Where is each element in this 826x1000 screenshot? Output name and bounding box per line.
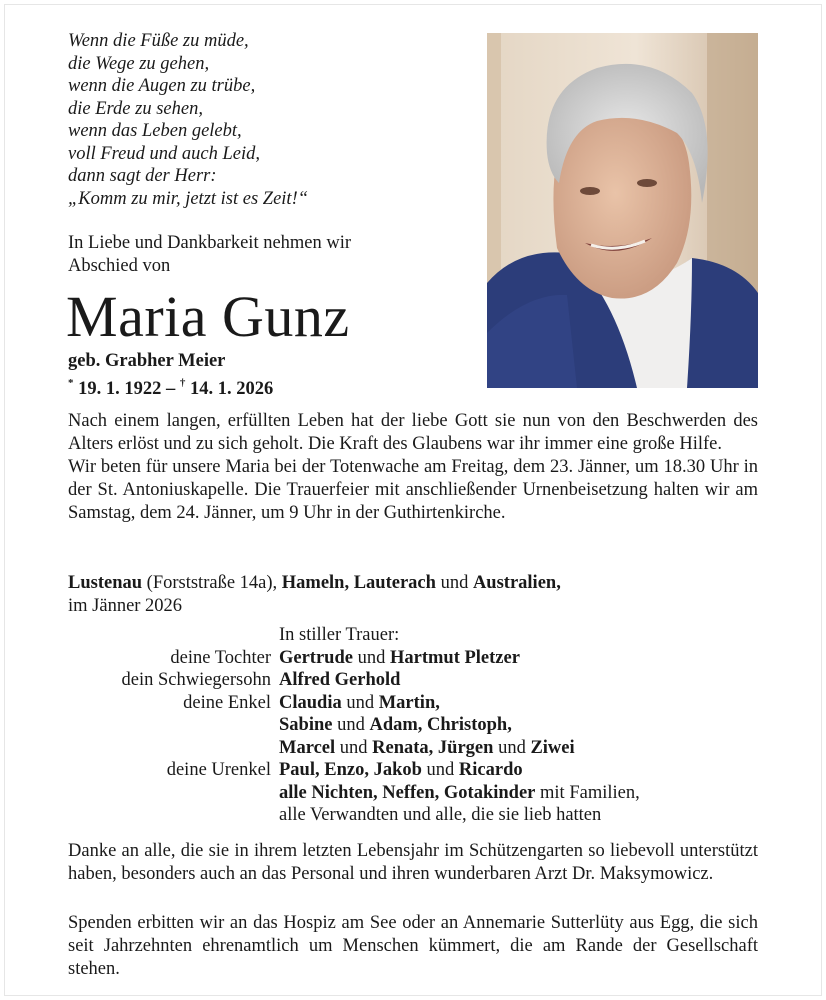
mourner-name: alle Nichten, Neffen, Gotakinder bbox=[279, 782, 536, 803]
poem-line: voll Freud und auch Leid, bbox=[68, 143, 260, 164]
relation-label bbox=[68, 804, 279, 827]
poem-line: dann sagt der Herr: bbox=[68, 166, 217, 186]
connector-text: und bbox=[341, 692, 379, 713]
poem-line: die Wege zu gehen, bbox=[68, 53, 210, 74]
relation-label: dein Schwiegersohn bbox=[121, 670, 271, 690]
relation-label: deine Urenkel bbox=[166, 760, 271, 780]
poem-line: die Erde zu sehen, bbox=[68, 98, 203, 119]
intro-text bbox=[68, 232, 468, 278]
place-and-date bbox=[68, 572, 758, 618]
mourner-row bbox=[68, 669, 768, 692]
death-date: 14. 1. 2026 bbox=[190, 379, 274, 399]
connector-text: und bbox=[335, 737, 373, 758]
places-line bbox=[68, 572, 758, 595]
connector-text: und bbox=[332, 715, 370, 735]
intro-line: Abschied von bbox=[68, 256, 171, 276]
connector-text: und bbox=[421, 760, 459, 780]
relation-label bbox=[68, 737, 279, 760]
connector-text: und bbox=[493, 737, 531, 758]
mourner-names bbox=[279, 759, 768, 782]
mourner-names bbox=[279, 804, 768, 827]
mourner-name: Hartmut Pletzer bbox=[389, 647, 520, 668]
thanks-text: Danke an alle, die sie in ihrem letzten Lebensjahr im Schützengarten so liebevoll unterstützt haben, besonders auch an das Personal und ihren wunderbaren Arzt Dr. Maksymowicz. bbox=[68, 841, 758, 884]
place: Hameln, Lauterach bbox=[281, 573, 436, 593]
connector-text: alle Verwandten und alle, die sie lieb hatten bbox=[279, 805, 602, 825]
relation-label bbox=[68, 714, 279, 737]
mourner-name: Sabine bbox=[279, 715, 333, 735]
mourner-names bbox=[279, 647, 768, 670]
mourner-row bbox=[68, 692, 768, 715]
relation-label bbox=[68, 782, 279, 805]
mourner-names bbox=[279, 714, 768, 737]
donations-text: Spenden erbitten wir an das Hospiz am See oder an Annemarie Sutterlüty aus Egg, die sich seit Jahrzehnten ehrenamtlich um Menschen kümmert, die am Rande der Gesellschaft stehen. bbox=[68, 913, 758, 979]
conjunction: und bbox=[435, 573, 473, 593]
mourner-row bbox=[68, 782, 768, 805]
mourner-names bbox=[279, 692, 768, 715]
intro-line: In Liebe und Dankbarkeit nehmen wir bbox=[68, 233, 352, 253]
mourners-header-row bbox=[68, 624, 768, 647]
place: Australien, bbox=[472, 573, 561, 593]
main-text bbox=[68, 410, 758, 525]
mourner-name: Renata, Jürgen bbox=[372, 737, 494, 758]
date-line: im Jänner 2026 bbox=[68, 596, 183, 616]
poem-line: wenn die Augen zu trübe, bbox=[68, 76, 256, 96]
connector-text: mit Familien, bbox=[535, 782, 640, 803]
born-mark: * bbox=[68, 377, 74, 389]
mourner-row bbox=[68, 714, 768, 737]
mourner-row bbox=[68, 804, 768, 827]
date-separator: – bbox=[161, 379, 180, 399]
place-note: (Forststraße 14a), bbox=[142, 573, 282, 593]
mourner-row bbox=[68, 759, 768, 782]
mourner-name: Ziwei bbox=[530, 737, 575, 758]
mourner-name: Gertrude bbox=[279, 647, 353, 668]
mourner-name: Adam, Christoph, bbox=[369, 715, 512, 735]
birth-name: geb. Grabher Meier bbox=[68, 351, 226, 371]
mourner-name: Ricardo bbox=[458, 760, 523, 780]
mourner-name: Paul, Enzo, Jakob bbox=[279, 760, 422, 780]
poem bbox=[68, 30, 468, 210]
relation-label: deine Tochter bbox=[170, 647, 271, 668]
mourner-names bbox=[279, 782, 768, 805]
mourner-name: Alfred Gerhold bbox=[279, 670, 401, 690]
mourner-row bbox=[68, 737, 768, 760]
poem-line: wenn das Leben gelebt, bbox=[68, 121, 242, 141]
paragraph: Wir beten für unsere Maria bei der Totenwache am Freitag, dem 23. Jänner, um 18.30 Uhr in der St. Antoniuskapelle. Die Trauerfeier mit anschließender Urnenbeisetzung halten wir am Samstag, dem 24. Jänner, um 9 Uhr in der Guthirtenkirche. bbox=[68, 457, 758, 523]
died-mark: † bbox=[179, 377, 186, 389]
mourner-names bbox=[279, 737, 768, 760]
mourners-header: In stiller Trauer: bbox=[279, 625, 400, 645]
mourners-list bbox=[68, 624, 768, 827]
poem-line: „Komm zu mir, jetzt ist es Zeit!“ bbox=[68, 188, 309, 209]
portrait-photo bbox=[487, 33, 758, 388]
deceased-name: Maria Gunz bbox=[66, 284, 350, 349]
connector-text: und bbox=[352, 647, 390, 668]
mourner-names bbox=[279, 669, 768, 692]
mourner-name: Martin, bbox=[378, 692, 440, 713]
birth-date: 19. 1. 1922 bbox=[78, 379, 162, 399]
place: Lustenau bbox=[68, 573, 143, 593]
mourner-name: Claudia bbox=[279, 692, 342, 713]
life-dates bbox=[68, 372, 273, 400]
relation-label: deine Enkel bbox=[183, 692, 271, 713]
mourner-row bbox=[68, 647, 768, 670]
poem-line: Wenn die Füße zu müde, bbox=[68, 31, 249, 51]
mourner-name: Marcel bbox=[279, 737, 336, 758]
paragraph: Nach einem langen, erfüllten Leben hat der liebe Gott sie nun von den Beschwerden des Alters erlöst und zu sich geholt. Die Kraft des Glaubens war ihr immer eine große Hilfe. bbox=[68, 411, 758, 454]
